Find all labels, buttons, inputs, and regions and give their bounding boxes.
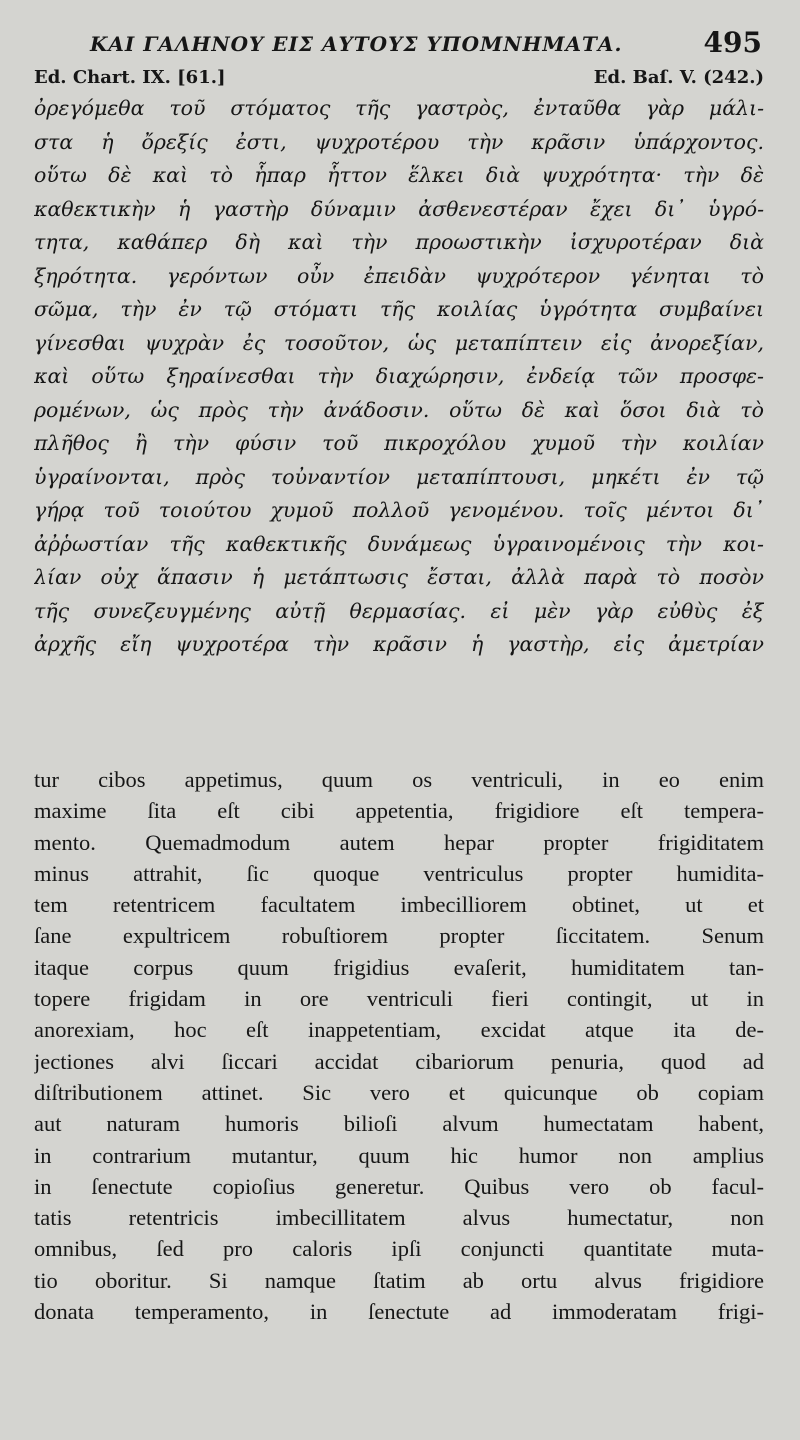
latin-line: in contrarium mutantur, quum hic humor non amplius	[34, 1142, 764, 1168]
latin-text-block	[34, 764, 764, 1327]
greek-line: οὕτω δὲ καὶ τὸ ἧπαρ ἧττον ἕλκει διὰ ψυχρότητα· τὴν δὲ	[34, 163, 764, 187]
greek-line: λίαν οὐχ ἅπασιν ἡ μετάπτωσις ἔσται, ἀλλὰ παρὰ τὸ ποσὸν	[34, 565, 764, 589]
latin-line: in ſenectute copioſius generetur. Quibus vero ob facul-	[34, 1173, 764, 1199]
latin-line: tem retentricem facultatem imbecilliorem obtinet, ut et	[34, 892, 764, 918]
greek-line: ξηρότητα. γερόντων οὖν ἐπειδὰν ψυχρότερον γένηται τὸ	[34, 263, 764, 288]
latin-line: maxime ſita eſt cibi appetentia, frigidiore eſt tempera-	[34, 798, 764, 824]
edition-right: Ed. Baſ. V. (242.)	[593, 67, 764, 88]
latin-line: minus attrahit, ſic quoque ventriculus propter humidita-	[34, 860, 764, 886]
greek-line: ρομένων, ὡς πρὸς τὴν ἀνάδοσιν. οὕτω δὲ καὶ ὅσοι διὰ τὸ	[34, 397, 764, 422]
latin-line: tatis retentricis imbecillitatem alvus humectatur, non	[34, 1205, 764, 1231]
latin-line: ſane expultricem robuſtiorem propter ſiccitatem. Senum	[34, 923, 764, 949]
latin-line: jectiones alvi ſiccari accidat cibariorum penuria, quod ad	[34, 1048, 764, 1074]
latin-line: tur cibos appetimus, quum os ventriculi, in eo enim	[34, 767, 764, 792]
edition-left: Ed. Chart. IX. [61.]	[34, 67, 226, 88]
greek-line: ὀρεγόμεθα τοῦ στόματος τῆς γαστρὸς, ἐνταῦθα γὰρ μάλι-	[34, 96, 764, 120]
edition-line	[34, 64, 764, 92]
greek-line: καθεκτικὴν ἡ γαστὴρ δύναμιν ἀσθενεστέραν ἔχει δι᾽ ὑγρό-	[34, 196, 764, 221]
greek-line: τῆς συνεζευγμένης αὐτῇ θερμασίας. εἰ μὲν γὰρ εὐθὺς ἐξ	[34, 598, 764, 623]
latin-line: itaque corpus quum frigidius evaſerit, humiditatem tan-	[34, 954, 764, 980]
latin-line: topere frigidam in ore ventriculi fieri contingit, ut in	[34, 986, 764, 1012]
greek-line: πλῆθος ἢ τὴν φύσιν τοῦ πικροχόλου χυμοῦ τὴν κοιλίαν	[34, 431, 764, 455]
latin-line: tio oboritur. Si namque ſtatim ab ortu alvus frigidiore	[34, 1267, 764, 1293]
latin-line: aut naturam humoris bilioſi alvum humectatam habent,	[34, 1111, 764, 1137]
running-head	[34, 24, 764, 64]
latin-line: diſtributionem attinet. Sic vero et quicunque ob copiam	[34, 1079, 764, 1105]
page-number: 495	[703, 26, 762, 59]
greek-line: τητα, καθάπερ δὴ καὶ τὴν προωστικὴν ἰσχυροτέραν διὰ	[34, 230, 764, 254]
latin-line: anorexiam, hoc eſt inappetentiam, excidat atque ita de-	[34, 1017, 764, 1043]
greek-line: ἀῤῥωστίαν τῆς καθεκτικῆς δυνάμεως ὑγραινομένοις τὴν κοι-	[34, 531, 764, 556]
greek-line: στα ἡ ὄρεξίς ἐστι, ψυχροτέρου τὴν κρᾶσιν ὑπάρχοντος.	[34, 129, 764, 154]
latin-line: omnibus, ſed pro caloris ipſi conjuncti quantitate muta-	[34, 1236, 764, 1262]
latin-line: donata temperamento, in ſenectute ad immoderatam frigi-	[34, 1299, 764, 1325]
greek-line: ὑγραίνονται, πρὸς τοὐναντίον μεταπίπτουσι, μηκέτι ἐν τῷ	[34, 464, 764, 489]
latin-line: mento. Quemadmodum autem hepar propter frigiditatem	[34, 829, 764, 855]
greek-text-block	[34, 92, 764, 662]
greek-line: ἀρχῆς εἴη ψυχροτέρα τὴν κρᾶσιν ἡ γαστὴρ, εἰς ἀμετρίαν	[34, 632, 764, 656]
greek-line: γήρᾳ τοῦ τοιούτου χυμοῦ πολλοῦ γενομένου. τοῖς μέντοι δι᾽	[34, 498, 764, 522]
greek-line: σῶμα, τὴν ἐν τῷ στόματι τῆς κοιλίας ὑγρότητα συμβαίνει	[34, 297, 764, 321]
greek-line: καὶ οὕτω ξηραίνεσθαι τὴν διαχώρησιν, ἐνδείᾳ τῶν προσφε-	[34, 364, 764, 388]
running-title: ΚΑΙ ΓΑΛΗΝΟΥ ΕΙΣ ΑΥΤΟΥΣ ΥΠΟΜΝΗΜΑΤΑ.	[90, 32, 623, 56]
greek-line: γίνεσθαι ψυχρὰν ἐς τοσοῦτον, ὡς μεταπίπτειν εἰς ἀνορεξίαν,	[34, 330, 764, 355]
